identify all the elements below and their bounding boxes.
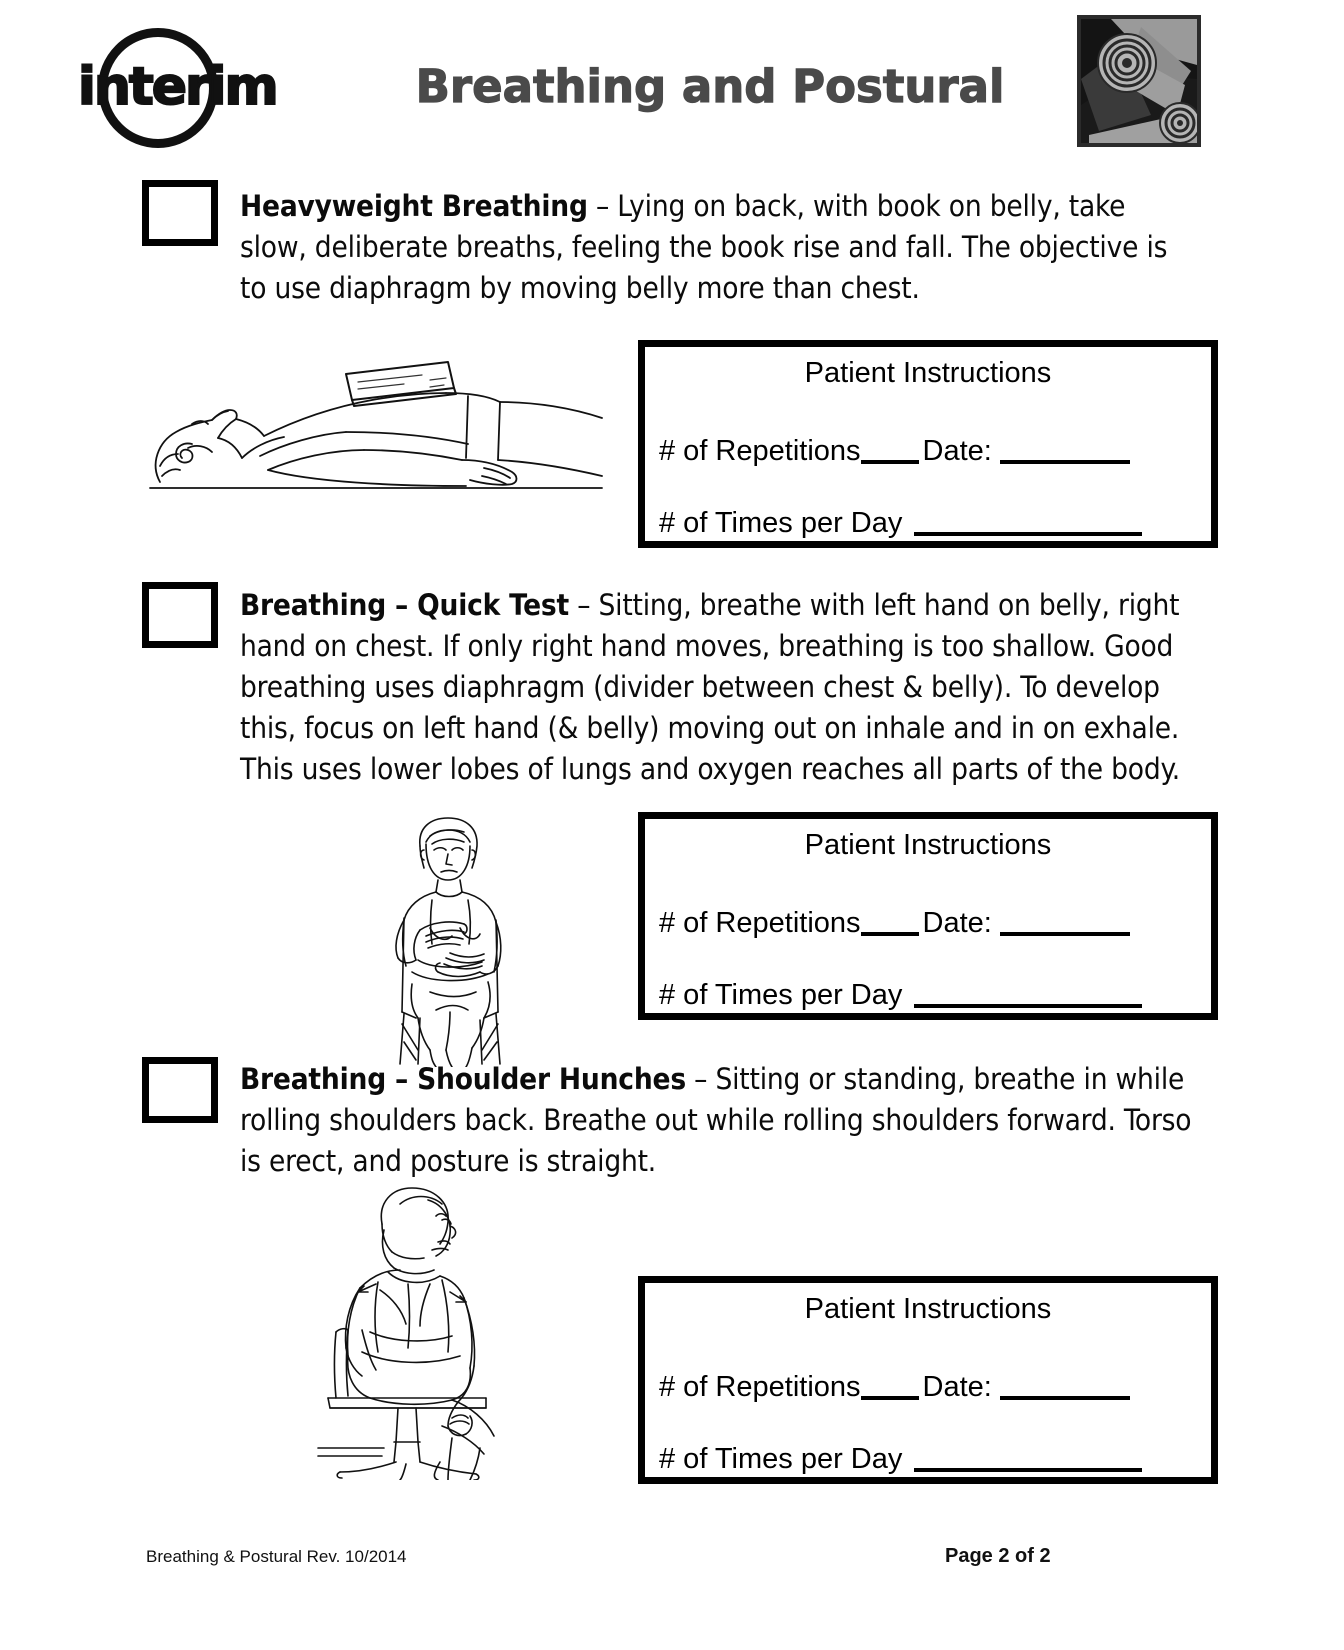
exercise-body-1: Lying on back, with book on belly, take slow, deliberate breaths, feeling the book rise and fall. The objective is to use diaphragm by moving belly more than chest. (240, 189, 1168, 305)
date-input-1[interactable] (1000, 460, 1130, 464)
reps-and-date-row-3 (659, 1371, 1130, 1404)
exercise-dash-3: – (685, 1062, 716, 1096)
exercise-checkbox-1[interactable] (142, 180, 218, 246)
illustration-shoulder-hunches (300, 1180, 515, 1480)
reps-label-3: # of Repetitions (659, 1371, 861, 1403)
patient-instructions-title-3: Patient Instructions (804, 1293, 1052, 1325)
reps-and-date-row-2 (659, 907, 1130, 940)
times-input-3[interactable] (914, 1468, 1142, 1472)
reps-input-1[interactable] (861, 460, 919, 464)
exercise-title-1: Heavyweight Breathing (240, 189, 588, 223)
patient-instructions-box-3 (638, 1276, 1218, 1484)
illustration-lying-with-book (132, 336, 612, 496)
abstract-gears-logo-icon (1077, 15, 1201, 147)
date-label-1: Date: (922, 435, 992, 467)
times-input-2[interactable] (914, 1004, 1142, 1008)
reps-label-2: # of Repetitions (659, 907, 861, 939)
footer-revision-text: Breathing & Postural Rev. 10/2014 (146, 1547, 407, 1566)
date-input-3[interactable] (1000, 1396, 1130, 1400)
times-per-day-row-2 (659, 979, 1142, 1012)
exercise-description-3 (240, 1059, 1195, 1182)
date-input-2[interactable] (1000, 932, 1130, 936)
reps-label-1: # of Repetitions (659, 435, 861, 467)
times-per-day-row-1 (659, 507, 1142, 540)
patient-instructions-box-2 (638, 812, 1218, 1020)
date-label-3: Date: (922, 1371, 992, 1403)
interim-logo-text: interim (78, 57, 277, 117)
footer-page-number: Page 2 of 2 (945, 1545, 1051, 1567)
date-label-2: Date: (922, 907, 992, 939)
exercise-dash-2: – (568, 588, 599, 622)
stool-person-svg (300, 1180, 515, 1480)
seated-person-svg (368, 812, 528, 1067)
reps-input-3[interactable] (861, 1396, 919, 1400)
times-label-1: # of Times per Day (659, 507, 903, 539)
exercise-body-3: Sitting or standing, breathe in while rolling shoulders back. Breathe out while rolling shoulders forward. Torso is erect, and posture is straight. (240, 1062, 1192, 1178)
page-header (0, 0, 1344, 170)
page-title: Breathing and Postural (415, 60, 1005, 113)
exercise-title-2: Breathing – Quick Test (240, 588, 569, 622)
patient-instructions-title-1: Patient Instructions (804, 357, 1052, 389)
patient-instructions-box-1 (638, 340, 1218, 548)
exercise-description-1 (240, 186, 1192, 309)
gears-logo-svg (1081, 19, 1197, 143)
times-input-1[interactable] (914, 532, 1142, 536)
exercise-title-3: Breathing – Shoulder Hunches (240, 1062, 686, 1096)
illustration-seated-hands-chest-belly (368, 812, 528, 1067)
exercise-dash-1: – (587, 189, 618, 223)
reps-and-date-row-1 (659, 435, 1130, 468)
exercise-checkbox-3[interactable] (142, 1057, 218, 1123)
exercise-body-2: Sitting, breathe with left hand on belly, right hand on chest. If only right hand moves, breathing is too shallow. Good breathing uses diaphragm (divider between chest & belly). To develop this, focus on left hand (& belly) moving out on inhale and in on exhale. This uses lower lobes of lungs and oxygen reaches all parts of the body. (240, 588, 1181, 786)
interim-logo (78, 26, 277, 151)
exercise-description-2 (240, 585, 1195, 790)
exercise-checkbox-2[interactable] (142, 582, 218, 648)
reps-input-2[interactable] (861, 932, 919, 936)
times-per-day-row-3 (659, 1443, 1142, 1476)
times-label-2: # of Times per Day (659, 979, 903, 1011)
times-label-3: # of Times per Day (659, 1443, 903, 1475)
lying-person-svg (132, 336, 612, 496)
patient-instructions-title-2: Patient Instructions (804, 829, 1052, 861)
